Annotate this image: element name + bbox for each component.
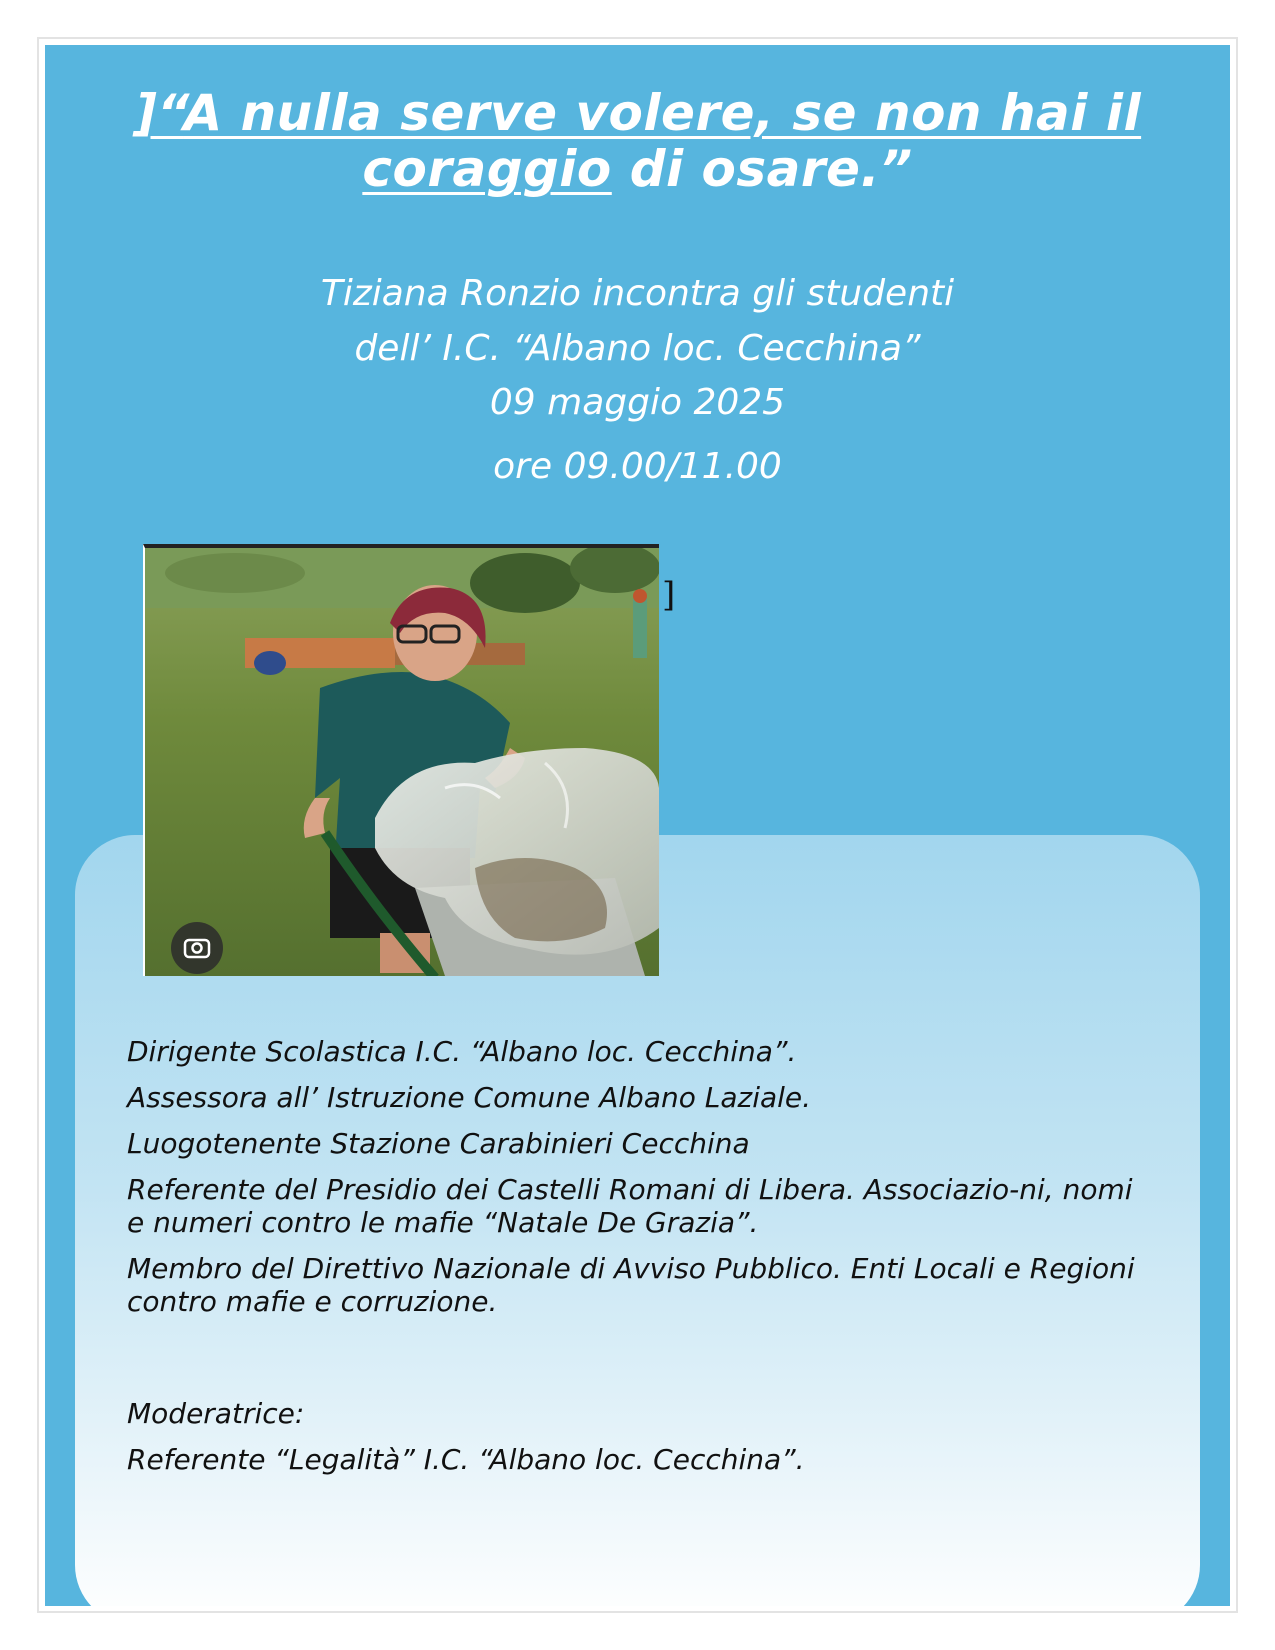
title-lead: ]“ — [133, 84, 184, 142]
moderator-label: Moderatrice: — [127, 1397, 305, 1430]
title-part1: A nulla serve volere, se non hai il — [183, 84, 1142, 142]
role-item: Referente del Presidio dei Castelli Romani di Libera. Associazio-ni, nomi e numeri contro le mafie “Natale De Grazia”. — [127, 1173, 1133, 1239]
event-line-2: dell’ I.C. “Albano loc. Cecchina” — [354, 328, 921, 369]
role-item: Dirigente Scolastica I.C. “Albano loc. Cecchina”. — [127, 1035, 797, 1068]
bracket-mark: ] — [662, 575, 676, 615]
poster-title — [105, 85, 1170, 197]
event-time: ore 09.00/11.00 — [493, 446, 782, 487]
roles-list — [127, 1035, 1137, 1331]
role-item: Assessora all’ Istruzione Comune Albano Laziale. — [127, 1081, 812, 1114]
event-date: 09 maggio 2025 — [489, 382, 786, 423]
role-item: Luogotenente Stazione Carabinieri Cecchina — [127, 1127, 750, 1160]
speaker-photo — [143, 544, 659, 976]
title-part2: coraggio — [362, 140, 612, 198]
role-item: Membro del Direttivo Nazionale di Avviso Pubblico. Enti Locali e Regioni contro mafie e corruzione. — [127, 1252, 1135, 1318]
title-part3: di osare.” — [611, 140, 913, 198]
moderator-text: Referente “Legalità” I.C. “Albano loc. Cecchina”. — [127, 1443, 805, 1476]
event-line-1: Tiziana Ronzio incontra gli studenti — [320, 273, 955, 314]
lens-icon — [171, 922, 223, 974]
poster — [45, 45, 1230, 1606]
